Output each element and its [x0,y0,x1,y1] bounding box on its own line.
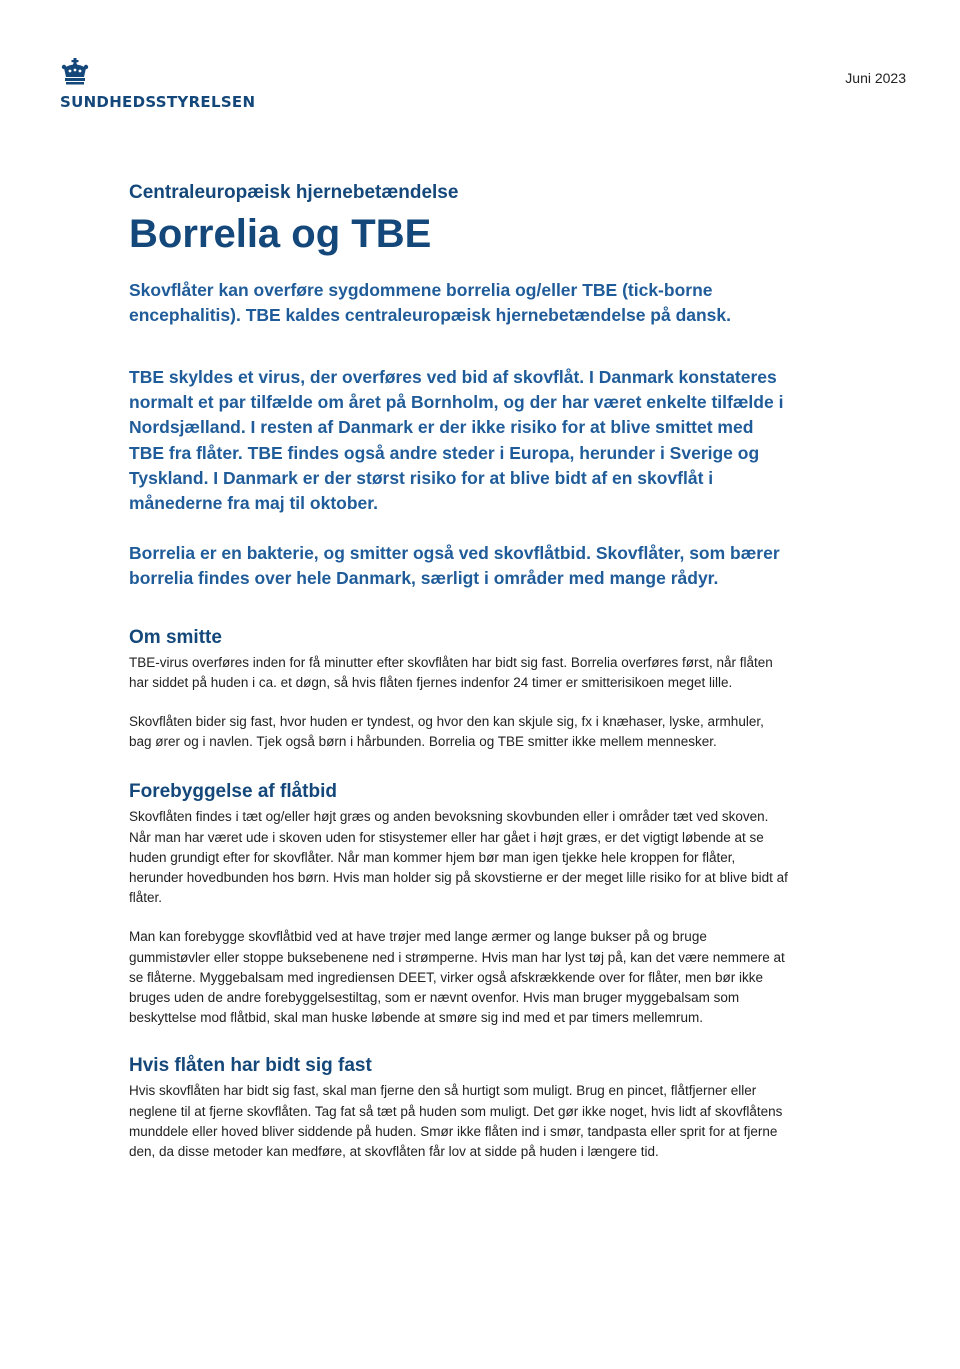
body-paragraph: Skovflåten findes i tæt og/eller højt græs og anden bevoksning skovbunden eller i områder tæt ved skoven. Når man har været ude i skoven uden for stisystemer eller har gået i højt græs, er det vigtigt løbende at se huden grundigt efter for skovflåter. Når man kommer hjem bør man igen tjekke hele kroppen for flåter, herunder hovedbunden hos børn. Hvis man holder sig på skovstierne er der meget lille risiko for at blive bidt af flåter. [129,809,788,906]
body-paragraph: Hvis skovflåten har bidt sig fast, skal man fjerne den så hurtigt som muligt. Brug en pincet, flåtfjerner eller neglene til at fjerne skovflåten. Tag fat så tæt på huden som muligt. Det gør ikke noget, hvis lidt af skovflåtens munddele eller hoved bliver siddende på huden. Smør ikke flåten ind i smør, tandpasta eller sprit for at fjerne den, da disse metoder kan medføre, at skovflåten får lov at sidde på huden i længere tid. [129,1083,783,1160]
body-paragraph: Man kan forebygge skovflåtbid ved at have trøjer med lange ærmer og lange bukser på og bruge gummistøvler eller stoppe buksebenene ned i strømperne. Hvis man har lyst tøj på, kan det være nemmere at se flåterne. Myggebalsam med ingrediensen DEET, virker også afskrækkende over for flåter, men bør ikke bruges uden de andre forebyggelsestiltag, som er nævnt ovenfor. Hvis man bruger myggebalsam som beskyttelse mod flåtbid, skal man huske løbende at smøre sig ind med et par timers mellemrum. [129,929,785,1026]
section-flaatbid [129,1053,789,1162]
document-body [129,180,789,1162]
document-date: Juni 2023 [845,70,906,86]
sundhedsstyrelsen-logo [60,58,255,111]
intro-paragraph-tbe: TBE skyldes et virus, der overføres ved bid af skovflåt. I Danmark konstateres normalt et par tilfælde om året på Bornholm, og der har været enkelte tilfælde i Nordsjælland. I resten af Danmark er der ikke risiko for at blive smittet med TBE fra flåter. TBE findes også andre steder i Europa, herunder i Sverige og Tyskland. I Danmark er der størst risiko for at blive bidt af en skovflåt i månederne fra maj til oktober. [129,367,784,514]
logo-text: SUNDHEDSSTYRELSEN [60,93,256,111]
section-heading: Hvis flåten har bidt sig fast [129,1055,372,1077]
body-paragraph: Skovflåten bider sig fast, hvor huden er tyndest, og hvor den kan skjule sig, fx i knæhaser, lyske, armhuler, bag ører og i navlen. Tjek også børn i hårbunden. Borrelia og TBE smitter ikke mellem mennesker. [129,714,764,750]
body-paragraph: TBE-virus overføres inden for få minutter efter skovflåten har bidt sig fast. Borrelia overføres først, når flåten har siddet på huden i ca. et døgn, så hvis flåten fjernes indenfor 24 timer er smitterisikoen meget lille. [129,654,773,690]
lead-paragraph: Skovflåter kan overføre sygdommene borrelia og/eller TBE (tick-borne encephalitis). TBE kaldes centraleuropæisk hjernebetændelse på dansk. [129,280,732,325]
crown-icon [60,58,90,88]
intro-paragraph-borrelia: Borrelia er en bakterie, og smitter også ved skovflåtbid. Skovflåter, som bærer borrelia findes over hele Danmark, særligt i områder med mange rådyr. [129,543,780,589]
document-kicker: Centraleuropæisk hjernebetændelse [129,182,459,203]
section-heading: Forebyggelse af flåtbid [129,781,337,803]
section-forebyggelse [129,779,789,1028]
section-heading: Om smitte [129,626,222,648]
section-om-smitte [129,625,789,753]
document-title: Borrelia og TBE [129,212,432,256]
